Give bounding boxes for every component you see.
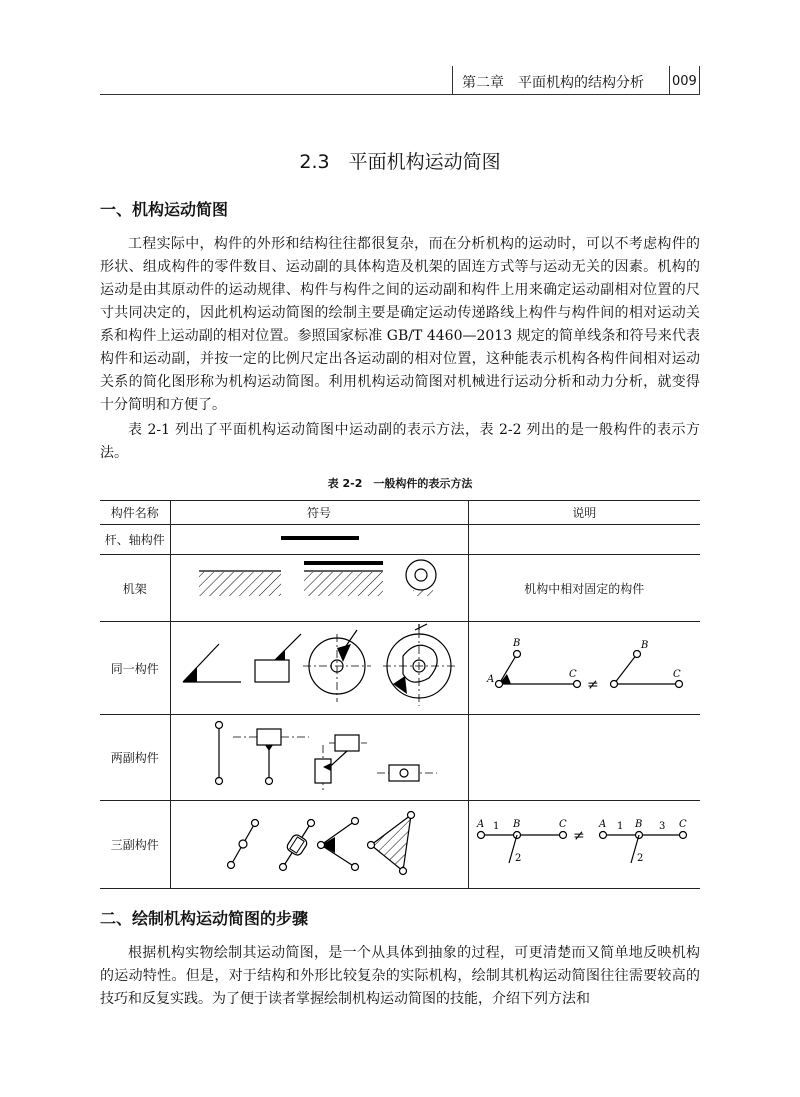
not-equal-sign: ≠ (572, 828, 585, 844)
component-name: 三副构件 (100, 801, 170, 889)
label-3: 3 (658, 821, 665, 832)
chapter-title: 第二章 平面机构的结构分析 (462, 75, 644, 91)
note-cell (468, 525, 700, 555)
frame-symbol (171, 555, 469, 618)
note-cell (468, 801, 700, 889)
column-header: 说明 (468, 501, 700, 525)
component-name: 机架 (100, 555, 170, 622)
paragraph: 根据机构实物绘制其运动简图，是一个从具体到抽象的过程，可更清楚而又简单地反映机构的运动特性。但是，对于结构和外形比较复杂的实际机构，绘制其机构运动简图往往需要较高的技巧和反复实践。为了便于读者掌握绘制机构运动简图的技能，介绍下列方法和 (100, 945, 700, 1007)
component-name: 杆、轴构件 (100, 525, 170, 555)
rod-symbol (171, 525, 469, 551)
column-header: 符号 (170, 501, 468, 525)
header-divider (452, 66, 453, 94)
note-cell (468, 715, 700, 801)
column-header: 构件名称 (100, 501, 170, 525)
header-divider (669, 66, 670, 94)
header-divider (699, 66, 700, 94)
label-C: C (672, 669, 681, 680)
label-B: B (512, 819, 520, 830)
three-pair-symbol (171, 801, 469, 885)
note-cell (468, 622, 700, 715)
label-C: C (558, 819, 567, 830)
label-A: A (598, 819, 606, 830)
label-1: 1 (492, 821, 499, 832)
three-pair-example (469, 801, 701, 885)
symbol-cell (170, 801, 468, 889)
section-title: 2.3 平面机构运动简图 (299, 151, 501, 173)
symbol-cell (170, 555, 468, 622)
label-B: B (512, 638, 520, 649)
label-B: B (640, 640, 648, 651)
same-component-example (469, 622, 701, 711)
symbol-cell (170, 715, 468, 801)
component-name: 两副构件 (100, 715, 170, 801)
label-A: A (476, 819, 484, 830)
header-rule (100, 94, 700, 95)
label-B: B (634, 819, 642, 830)
label-C: C (568, 669, 577, 680)
table-row (100, 801, 700, 889)
label-A: A (486, 674, 494, 685)
label-1: 1 (616, 821, 623, 832)
heading-part2: 二、绘制机构运动简图的步骤 (100, 909, 309, 928)
component-name: 同一构件 (100, 622, 170, 715)
table-row (100, 525, 700, 555)
label-2: 2 (514, 853, 521, 864)
symbol-cell (170, 622, 468, 715)
note-cell: 机构中相对固定的构件 (468, 555, 700, 622)
label-2: 2 (636, 853, 643, 864)
two-pair-symbol (171, 715, 469, 797)
not-equal-sign: ≠ (586, 677, 599, 693)
table-row (100, 715, 700, 801)
symbol-cell (170, 525, 468, 555)
table-header-row (100, 501, 700, 525)
heading-part1: 一、机构运动简图 (100, 200, 229, 219)
label-C: C (678, 819, 687, 830)
paragraph: 工程实际中，构件的外形和结构往往都很复杂，而在分析机构的运动时，可以不考虑构件的形状、组成构件的零件数目、运动副的具体构造及机架的固连方式等与运动无关的因素。机构的运动是由其原动件的运动规律、构件与构件之间的运动副和构件上用来确定运动副相对位置的尺寸共同决定的，因此机构运动简图的绘制主要是确定运动传递路线上构件与构件间的相对运动关系和构件上运动副的相对位置。参照国家标准 GB/T 4460—2013 规定的简单线条和符号来代表构件和运动副，并按一定的比例尺定出各运动副的相对位置，这种能表示机构各构件间相对运动关系的简化图形称为机构运动简图。利用机构运动简图对机械进行运动分析和动力分析，就变得十分简明和方便了。 (100, 236, 700, 413)
page-number: 009 (672, 74, 697, 89)
table-row (100, 622, 700, 715)
table-row (100, 555, 700, 622)
paragraph: 表 2-1 列出了平面机构运动简图中运动副的表示方法，表 2-2 列出的是一般构件的表示方法。 (100, 422, 700, 461)
components-table (100, 500, 700, 889)
table-caption: 表 2-2 一般构件的表示方法 (327, 477, 473, 490)
same-component-symbol (171, 622, 469, 711)
